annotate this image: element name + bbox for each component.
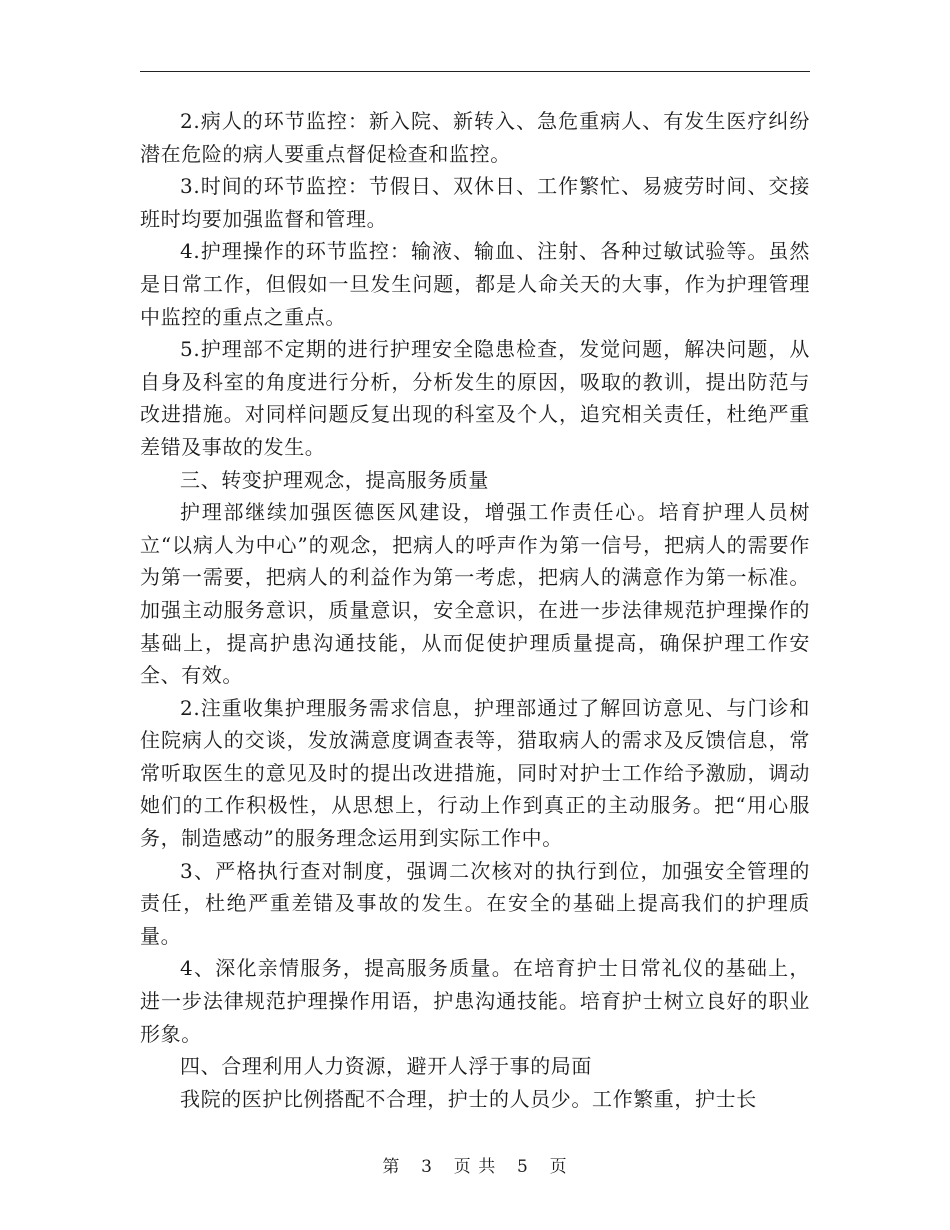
- footer-total-pages: 5: [517, 1157, 529, 1177]
- footer-suffix: 页: [549, 1157, 568, 1177]
- footer-page-number: 3: [421, 1157, 433, 1177]
- footer-prefix: 第: [382, 1157, 401, 1177]
- paragraph-verification: 3、严格执行查对制度，强调二次核对的执行到位，加强安全管理的责任，杜绝严重差错及事故的发生。在安全的基础上提高我们的护理质量。: [140, 858, 810, 948]
- section-heading-4: 四、合理利用人力资源，避开人浮于事的局面: [180, 1054, 592, 1079]
- paragraph-safety-inspection: 5.护理部不定期的进行护理安全隐患检查，发觉问题，解决问题，从自身及科室的角度进行分析，分析发生的原因，吸取的教训，提出防范与改进措施。对同样问题反复出现的科室及个人，追究相关责任，杜绝严重差错及事故的发生。: [140, 337, 810, 459]
- document-body: [140, 105, 810, 1115]
- section-heading-3: 三、转变护理观念，提高服务质量: [180, 467, 489, 492]
- page-footer: [0, 1152, 950, 1177]
- paragraph-staffing: 我院的医护比例搭配不合理，护士的人员少。工作繁重，护士长: [180, 1086, 757, 1111]
- paragraph-service: 4、深化亲情服务，提高服务质量。在培育护士日常礼仪的基础上，进一步法律规范护理操作用语，护患沟通技能。培育护士树立良好的职业形象。: [140, 956, 810, 1046]
- paragraph-time-monitoring: 3.时间的环节监控：节假日、双休日、工作繁忙、易疲劳时间、交接班时均要加强监督和管理。: [140, 174, 810, 231]
- paragraph-feedback: 2.注重收集护理服务需求信息，护理部通过了解回访意见、与门诊和住院病人的交谈，发放满意度调查表等，猎取病人的需求及反馈信息，常常听取医生的意见及时的提出改进措施，同时对护士工作给予激励，调动她们的工作积极性，从思想上，行动上作到真正的主动服务。把“用心服务，制造感动”的服务理念运用到实际工作中。: [140, 695, 810, 851]
- paragraph-operation-monitoring: 4.护理操作的环节监控：输液、输血、注射、各种过敏试验等。虽然是日常工作，但假如一旦发生问题，都是人命关天的大事，作为护理管理中监控的重点之重点。: [140, 239, 810, 329]
- footer-middle: 页 共: [453, 1157, 497, 1177]
- header-rule: [140, 71, 810, 72]
- paragraph-patient-monitoring: 2.病人的环节监控：新入院、新转入、急危重病人、有发生医疗纠纷潜在危险的病人要重点督促检查和监控。: [140, 109, 810, 166]
- paragraph-ethics: 护理部继续加强医德医风建设，增强工作责任心。培育护理人员树立“以病人为中心”的观念，把病人的呼声作为第一信号，把病人的需要作为第一需要，把病人的利益作为第一考虑，把病人的满意作为第一标准。加强主动服务意识，质量意识，安全意识，在进一步法律规范护理操作的基础上，提高护患沟通技能，从而促使护理质量提高，确保护理工作安全、有效。: [140, 500, 810, 688]
